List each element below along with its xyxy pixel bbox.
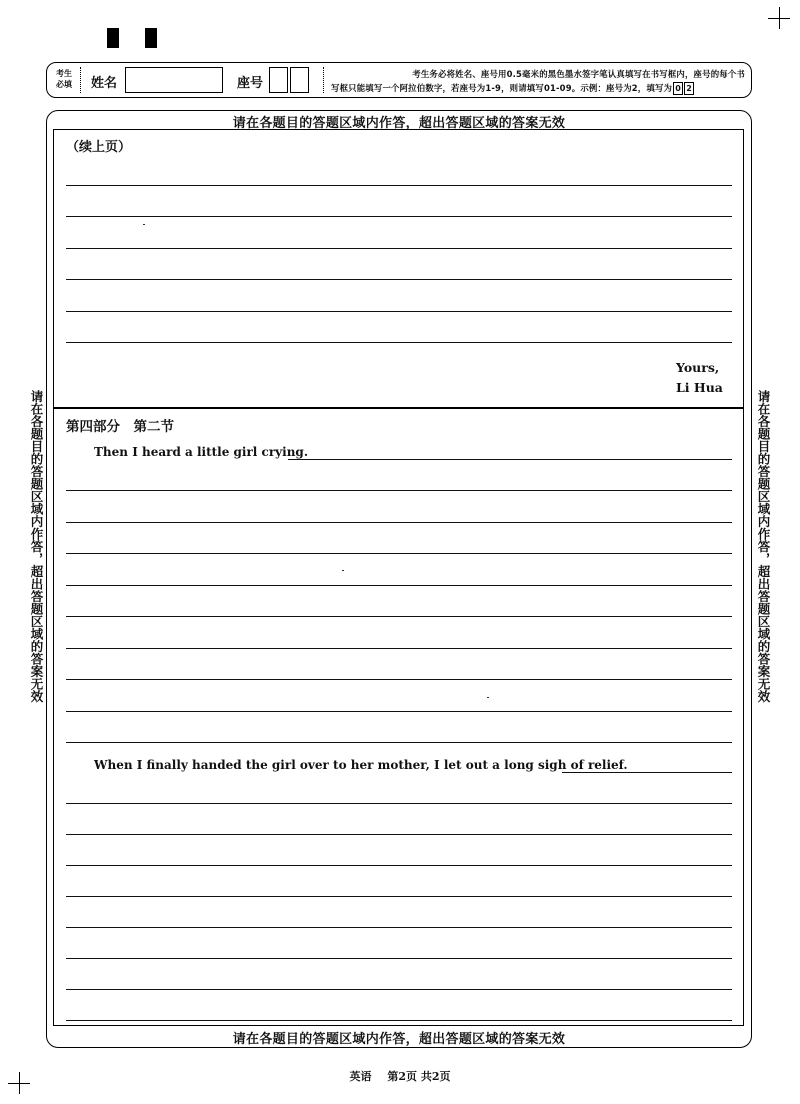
section-title: 第四部分 第二节 xyxy=(66,419,174,435)
example-digit-box: 0 xyxy=(673,82,683,95)
answer-line[interactable] xyxy=(66,616,732,617)
answer-line[interactable] xyxy=(66,248,732,249)
answer-line[interactable] xyxy=(66,490,732,491)
seat-digit-box-1[interactable] xyxy=(269,67,288,93)
answer-line[interactable] xyxy=(66,803,732,804)
must-fill-label: 考生必填 xyxy=(56,69,72,89)
seat-label: 座号 xyxy=(237,76,264,91)
continuation-prompt-1: Then I heard a little girl crying. xyxy=(94,445,308,459)
crop-mark-top-right-v xyxy=(779,7,780,29)
answer-line-inline[interactable] xyxy=(562,772,732,773)
answer-line[interactable] xyxy=(66,989,732,990)
name-label: 姓名 xyxy=(91,76,118,91)
scan-speck xyxy=(342,570,344,571)
answer-line[interactable] xyxy=(66,927,732,928)
fill-instructions xyxy=(331,67,749,95)
answer-line[interactable] xyxy=(66,958,732,959)
instruction-line-2-text: 写框只能填写一个阿拉伯数字，若座号为1-9，则请填写01-09。示例：座号为2，填写为 xyxy=(331,83,673,93)
instruction-line-2 xyxy=(331,81,749,95)
instruction-line-1: 考生务必将姓名、座号用0.5毫米的黑色墨水签字笔认真填写在书写框内，座号的每个书 xyxy=(412,69,745,79)
name-input-box[interactable] xyxy=(125,67,223,93)
dotted-separator xyxy=(80,67,81,93)
footer-subject: 英语 xyxy=(349,1070,372,1083)
answer-line[interactable] xyxy=(66,648,732,649)
answer-line[interactable] xyxy=(66,896,732,897)
example-digit-box: 2 xyxy=(684,82,694,95)
registration-mark-right xyxy=(145,28,157,48)
answer-line[interactable] xyxy=(66,834,732,835)
answer-line[interactable] xyxy=(66,553,732,554)
answer-line[interactable] xyxy=(66,585,732,586)
letter-signature: Li Hua xyxy=(676,380,723,395)
dotted-separator xyxy=(323,67,324,93)
candidate-info-box xyxy=(46,62,752,98)
answer-line[interactable] xyxy=(66,1020,732,1021)
answer-line[interactable] xyxy=(66,216,732,217)
answer-region xyxy=(53,129,744,1026)
scan-speck xyxy=(487,697,489,698)
top-warning-banner: 请在各题目的答题区域内作答，超出答题区域的答案无效 xyxy=(232,116,566,131)
seat-digit-box-2[interactable] xyxy=(290,67,309,93)
right-side-notice: 请在各题目的答题区域内作答，超出答题区域的答案无效 xyxy=(756,390,771,703)
bottom-warning-banner: 请在各题目的答题区域内作答，超出答题区域的答案无效 xyxy=(232,1032,566,1047)
answer-line-inline[interactable] xyxy=(288,459,732,460)
answer-line[interactable] xyxy=(66,711,732,712)
answer-line[interactable] xyxy=(66,311,732,312)
answer-line[interactable] xyxy=(66,742,732,743)
answer-line[interactable] xyxy=(66,865,732,866)
continuation-prompt-2: When I finally handed the girl over to her mother, I let out a long sigh of relief. xyxy=(94,758,628,772)
answer-line[interactable] xyxy=(66,679,732,680)
scan-speck xyxy=(143,224,145,225)
section-divider xyxy=(53,407,744,409)
registration-mark-left xyxy=(107,28,119,48)
letter-closing: Yours, xyxy=(676,360,720,375)
answer-line[interactable] xyxy=(66,185,732,186)
footer-page-info: 第2页 共2页 xyxy=(387,1070,451,1083)
left-side-notice: 请在各题目的答题区域内作答，超出答题区域的答案无效 xyxy=(29,390,44,703)
answer-line[interactable] xyxy=(66,279,732,280)
page-footer xyxy=(0,1068,800,1084)
continued-label: （续上页） xyxy=(66,140,132,155)
answer-line[interactable] xyxy=(66,342,732,343)
answer-line[interactable] xyxy=(66,522,732,523)
